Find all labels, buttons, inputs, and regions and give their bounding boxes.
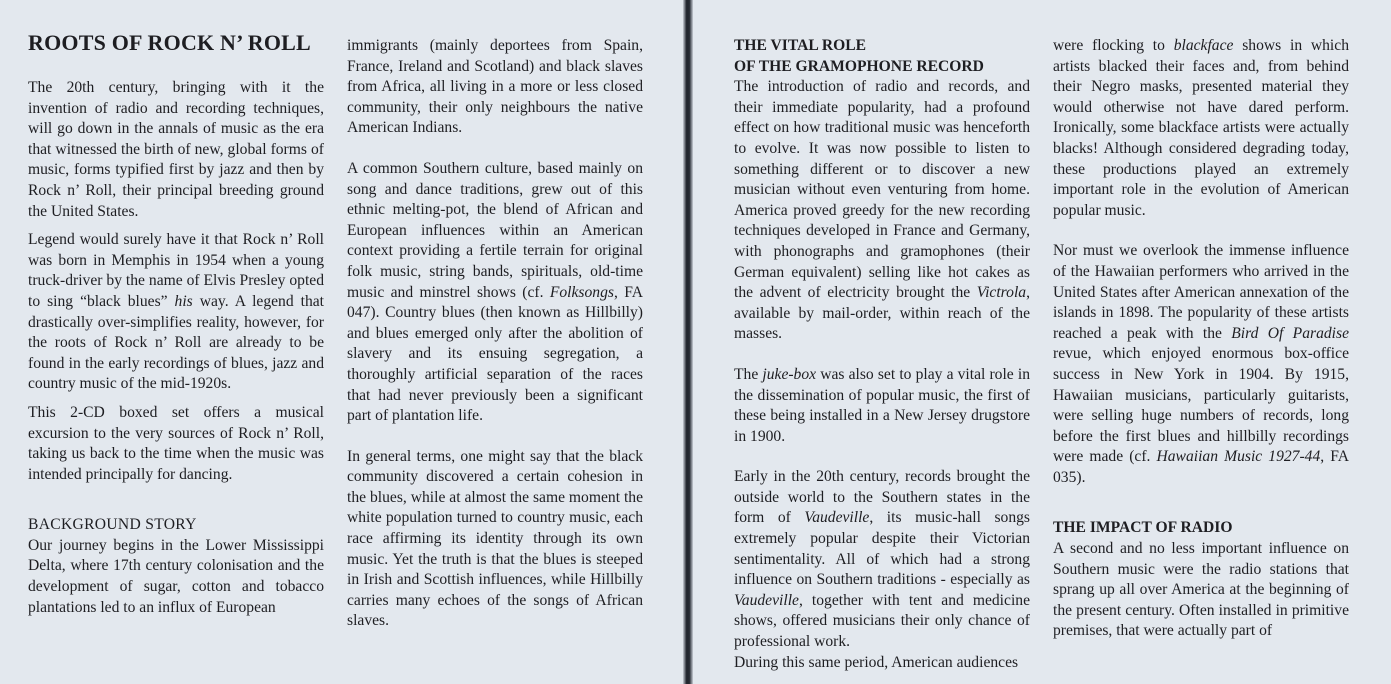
paragraph-radio-records-text-b: , available by mail-order, within reach of the masses. — [734, 284, 1030, 343]
paragraph-boxed-set-text: This 2-CD boxed set offers a musical excursion to the very sources of Rock n’ Roll, taking us back to the time when the music was intended principally for dancing. — [28, 403, 324, 483]
paragraph-radio-records-emphasis: Victrola — [976, 284, 1027, 302]
paragraph-radio-stations — [1053, 539, 1349, 642]
paragraph-juke-box-emphasis: juke-box — [762, 365, 817, 383]
paragraph-vaudeville-text-a: Early in the 20th century, records brought the outside world to the Southern states in the form of — [734, 468, 1030, 527]
heading-vital-role-line2: OF THE GRAMOPHONE RECORD — [734, 57, 984, 75]
paragraph-radio-stations-text: A second and no less important influence on Southern music were the radio stations that sprang up all over America at the beginning of the present century. Often installed in primitive premises, that were actually part of — [1053, 540, 1349, 640]
paragraph-blackface-emphasis: blackface — [1173, 37, 1234, 54]
paragraph-southern-culture — [347, 159, 643, 427]
paragraph-radio-records-text-a: The introduction of radio and records, and their immediate popularity, had a profound effect on how traditional music was henceforth to evolve. It was now possible to listen to something different or to discover a new musician without even venturing from home. America proved greedy for the new recording techniques developed in France and Germany, with phonographs and gramophones (their German equivalent) selling like hot cakes as the advent of electricity brought the — [734, 78, 1030, 302]
paragraph-blackface — [1053, 36, 1349, 221]
paragraph-blackface-text-b: shows in which artists blacked their faces and, from behind their Negro masks, presented material they would otherwise not have dared perform. Ironically, some blackface artists were actually blacks! Although considered degrading today, these productions played an extremely important role in the evolution of American popular music. — [1053, 37, 1349, 219]
paragraph-general-terms-text: In general terms, one might say that the black community discovered a certain cohesion in the blues, while at almost the same moment the white population turned to country music, each race affirming its identity through its own music. Yet the truth is that the blues is steeped in Irish and Scottish influences, while Hillbilly carries many echoes of the songs of African slaves. — [347, 447, 643, 630]
paragraph-journey — [28, 536, 324, 618]
paragraph-vaudeville-emphasis-2: Vaudeville — [734, 591, 799, 609]
paragraph-vaudeville — [734, 467, 1030, 652]
column-2 — [347, 36, 643, 632]
paragraph-intro-text: The 20th century, bringing with it the invention of radio and recording techniques, will go down in the annals of music as the era that witnessed the birth of new, global forms of music, forms typified first by jazz and then by Rock n’ Roll, their principal breeding ground the United States. — [28, 79, 324, 220]
paragraph-hawaiian-emphasis-2: Hawaiian Music 1927-44 — [1156, 448, 1321, 466]
paragraph-boxed-set — [28, 403, 324, 485]
paragraph-southern-culture-emphasis: Folksongs — [549, 283, 614, 301]
paragraph-southern-culture-text-b: , FA 047). Country blues (then known as Hillbilly) and blues emerged only after the abolition of slavery and its ensuing segregation, a thoroughly artificial separation of the races that had never previously been a significant part of plantation life. — [347, 283, 643, 425]
subheading-background-story: BACKGROUND STORY — [28, 516, 197, 534]
paragraph-southern-culture-text-a: A common Southern culture, based mainly on song and dance traditions, grew out of this ethnic melting-pot, the blend of African and European influences within an American context providing a fertile terrain for original folk music, string bands, spirituals, old-time music and minstrel shows (cf. — [347, 159, 643, 301]
paragraph-legend-emphasis: his — [174, 292, 193, 310]
paragraph-hawaiian — [1053, 241, 1349, 488]
paragraph-juke-box-text-a: The — [734, 365, 763, 383]
paragraph-same-period-text: During this same period, American audiences — [734, 653, 1019, 671]
paragraph-immigrants — [347, 36, 643, 139]
paragraph-hawaiian-emphasis-1: Bird Of Paradise — [1231, 324, 1349, 342]
paragraph-vaudeville-text-b: , its music-hall songs extremely popular despite their Victorian sentimentality. All of which had a strong influence on Southern traditions - especially as — [734, 509, 1030, 589]
paragraph-hawaiian-text-b: revue, which enjoyed enormous box-office success in New York in 1904. By 1915, Hawaiian musicians, particularly guitarists, were selling huge numbers of records, long before the first blues and hillbilly recordings were made (cf. — [1053, 345, 1349, 466]
paragraph-legend — [28, 230, 324, 395]
paragraph-radio-records — [734, 77, 1030, 345]
paragraph-hawaiian-text-a: Nor must we overlook the immense influence of the Hawaiian performers who arrived in the United States after American annexation of the islands in 1898. The popularity of these artists reached a peak with the — [1053, 242, 1349, 342]
paragraph-blackface-text-a: were flocking to — [1053, 37, 1174, 54]
column-4 — [1053, 36, 1349, 642]
paragraph-journey-text: Our journey begins in the Lower Mississippi Delta, where 17th century colonisation and the development of sugar, cotton and tobacco plantations led to an influx of European — [28, 536, 324, 616]
paragraph-immigrants-text: immigrants (mainly deportees from Spain, France, Ireland and Scotland) and black slaves from Africa, all living in a more or less closed community, their only neighbours the native American Indians. — [347, 37, 643, 137]
heading-vital-role-line1: THE VITAL ROLE — [734, 37, 867, 54]
column-3 — [734, 36, 1030, 673]
paragraph-intro — [28, 78, 324, 222]
heading-impact-of-radio: THE IMPACT OF RADIO — [1053, 519, 1233, 537]
book-spine — [683, 0, 693, 684]
paragraph-general-terms — [347, 447, 643, 632]
paragraph-legend-text-a: Legend would surely have it that Rock n’ Roll was born in Memphis in 1954 when a young truck-driver by the name of Elvis Presley opted to sing “black blues” — [28, 231, 324, 310]
paragraph-vaudeville-emphasis-1: Vaudeville — [804, 509, 870, 527]
paragraph-same-period — [734, 653, 1030, 674]
page-title: ROOTS OF ROCK N’ ROLL — [28, 30, 311, 55]
paragraph-juke-box — [734, 365, 1030, 447]
paragraph-legend-text-b: way. A legend that drastically over-simplifies reality, however, for the roots of Rock n’ Roll are already to be found in the early recordings of blues, jazz and country music of the mid-1920s. — [28, 292, 324, 393]
paragraph-vaudeville-text-c: , together with tent and medicine shows, offered musicians their only chance of professional work. — [734, 591, 1030, 651]
paragraph-hawaiian-text-c: , FA 035). — [1053, 448, 1349, 486]
column-1 — [28, 30, 324, 618]
paragraph-juke-box-text-b: was also set to play a vital role in the dissemination of popular music, the first of these being installed in a New Jersey drugstore in 1900. — [734, 365, 1030, 445]
